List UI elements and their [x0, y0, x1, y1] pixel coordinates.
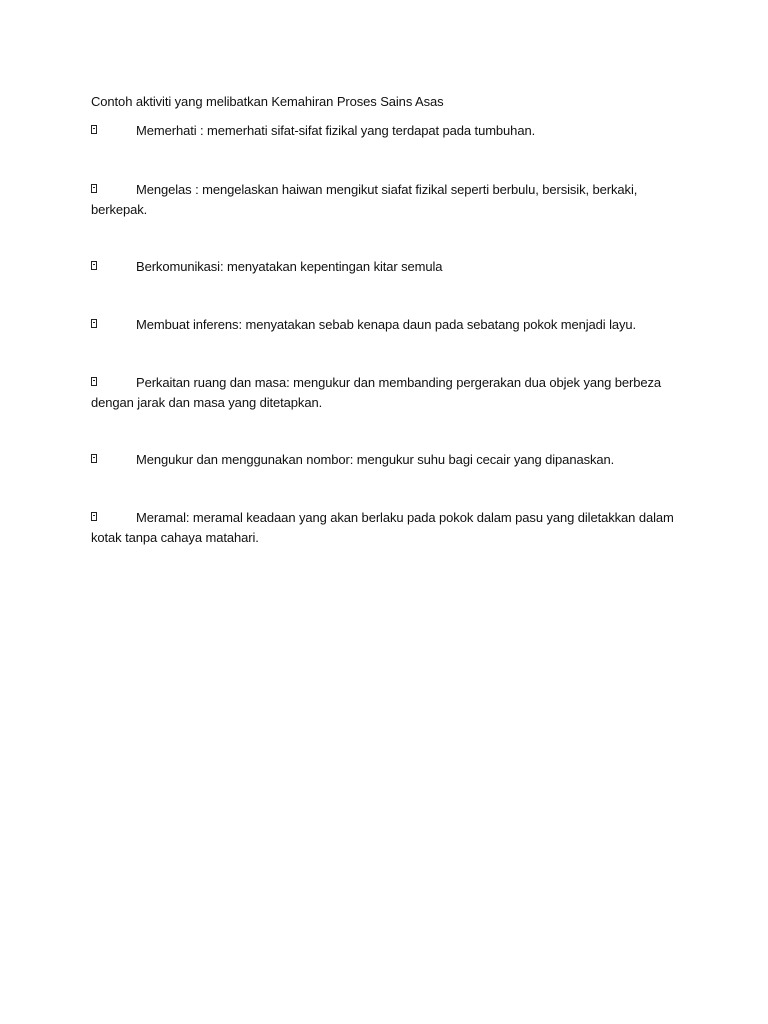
list-item-text: Memerhati : memerhati sifat-sifat fizikal yang terdapat pada tumbuhan.	[136, 123, 536, 138]
missing-glyph-bullet-icon	[91, 451, 136, 470]
list-item-text: Mengukur dan menggunakan nombor: mengukur suhu bagi cecair yang dipanaskan.	[136, 452, 615, 467]
list-item	[91, 315, 681, 335]
list-item-text: Perkaitan ruang dan masa: mengukur dan membanding pergerakan dua objek yang berbeza dengan jarak dan masa yang ditetapkan.	[91, 375, 662, 410]
document-title: Contoh aktiviti yang melibatkan Kemahiran Proses Sains Asas	[91, 94, 444, 109]
list-item	[91, 508, 681, 547]
missing-glyph-bullet-icon	[91, 316, 136, 335]
list-item	[91, 121, 681, 141]
list-item-text: Membuat inferens: menyatakan sebab kenapa daun pada sebatang pokok menjadi layu.	[136, 317, 637, 332]
missing-glyph-bullet-icon	[91, 258, 136, 277]
missing-glyph-bullet-icon	[91, 509, 136, 528]
missing-glyph-bullet-icon	[91, 374, 136, 393]
list-item-text: Meramal: meramal keadaan yang akan berlaku pada pokok dalam pasu yang diletakkan dalam kotak tanpa cahaya matahari.	[91, 510, 674, 545]
list-item	[91, 450, 681, 470]
list-item-text: Berkomunikasi: menyatakan kepentingan kitar semula	[136, 259, 443, 274]
missing-glyph-bullet-icon	[91, 122, 136, 141]
list-item-text: Mengelas : mengelaskan haiwan mengikut siafat fizikal seperti berbulu, bersisik, berkaki, berkepak.	[91, 182, 638, 217]
list-item	[91, 180, 681, 219]
list-item	[91, 257, 681, 277]
list-item	[91, 373, 681, 412]
missing-glyph-bullet-icon	[91, 181, 136, 200]
